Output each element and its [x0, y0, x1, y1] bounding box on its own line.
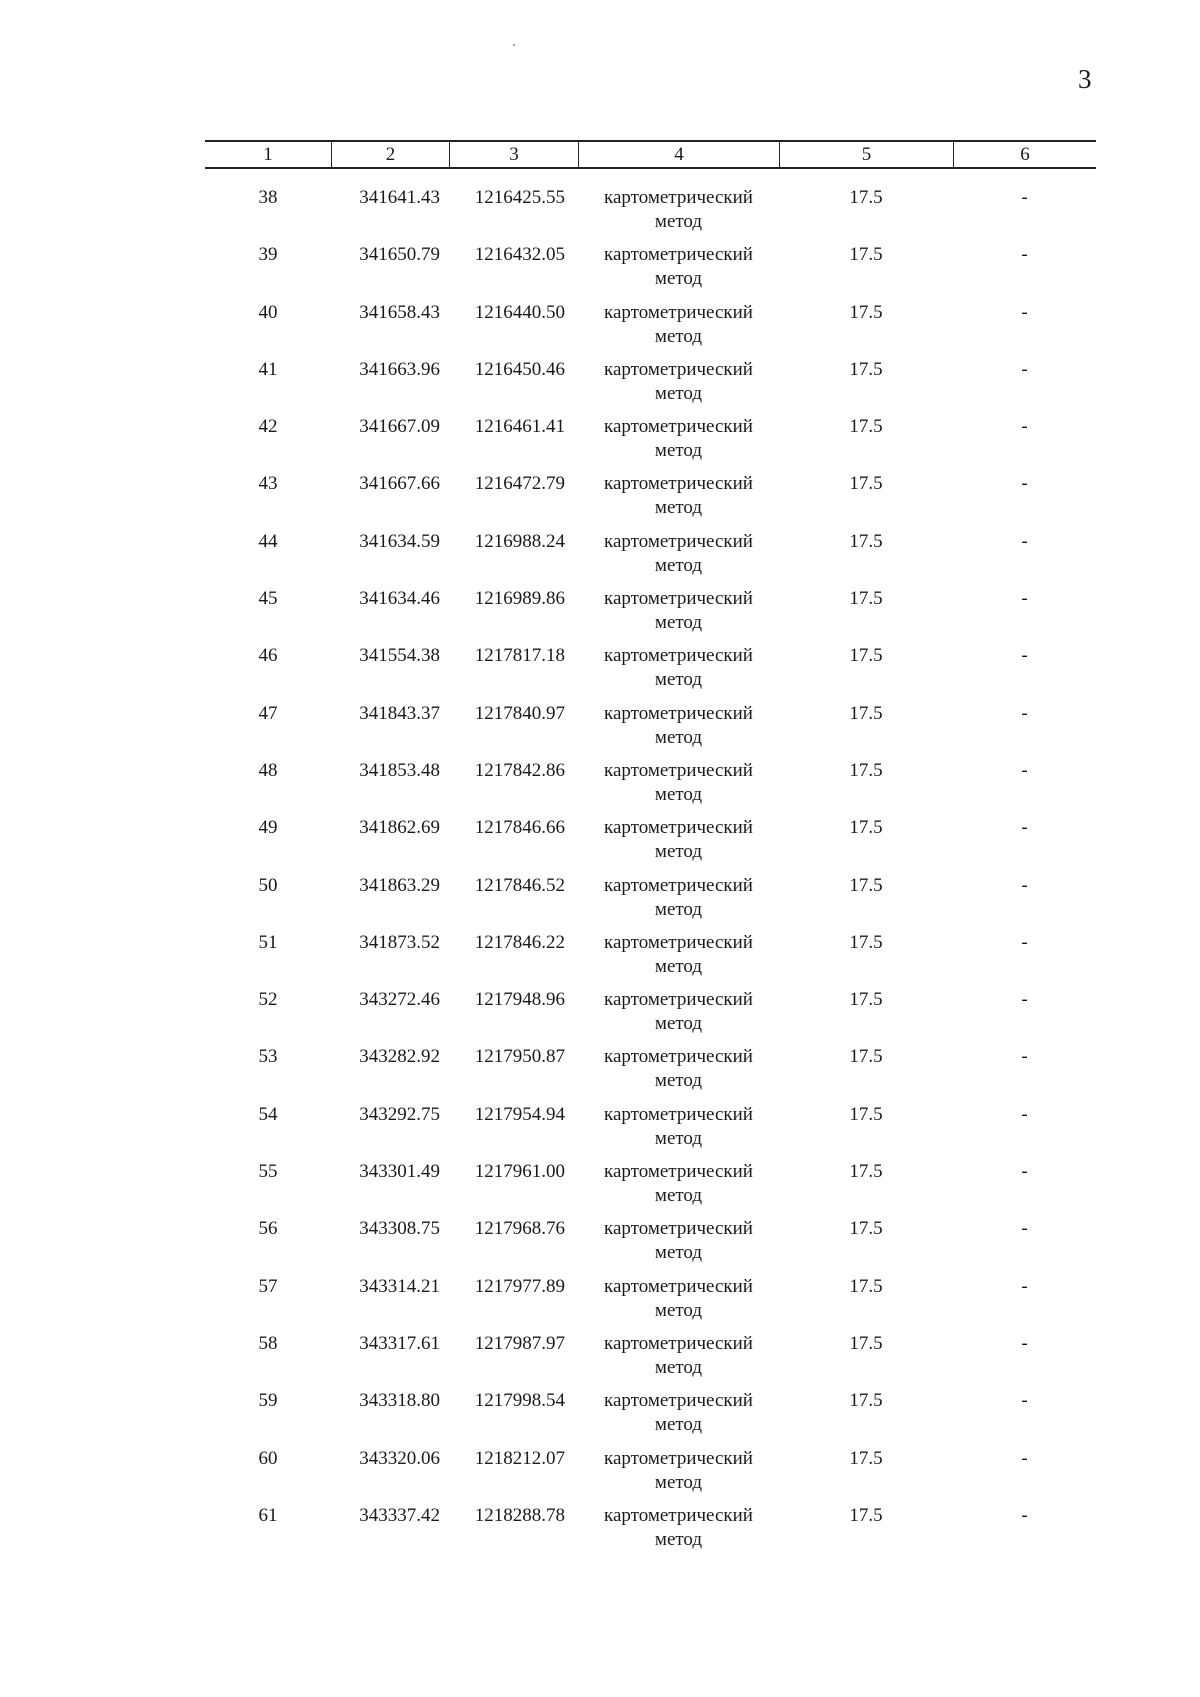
cell-x-coordinate: 343292.75 — [359, 1103, 440, 1125]
cell-y-coordinate: 1217948.96 — [474, 989, 565, 1011]
method-line-1: картометрический — [604, 702, 753, 724]
table-row — [205, 874, 1096, 931]
cell-point-number: 45 — [258, 588, 278, 610]
cell-note: - — [1021, 759, 1028, 781]
method-line-2: метод — [654, 898, 703, 920]
method-line-1: картометрический — [604, 1390, 753, 1412]
cell-note: - — [1021, 530, 1028, 552]
method-line-1: картометрический — [604, 1218, 753, 1240]
method-line-2: метод — [654, 612, 703, 634]
table-row — [205, 816, 1096, 873]
method-line-1: картометрический — [604, 874, 753, 896]
cell-accuracy: 17.5 — [849, 1218, 883, 1240]
cell-method — [578, 1275, 779, 1332]
method-line-2: метод — [654, 955, 703, 977]
cell-note: - — [1021, 187, 1028, 208]
coordinates-table — [205, 140, 1096, 1561]
method-line-1: картометрический — [604, 931, 753, 953]
cell-y-coordinate: 1217846.66 — [474, 817, 565, 839]
cell-accuracy: 17.5 — [849, 244, 883, 266]
cell-point-number: 43 — [258, 473, 278, 495]
table-row — [205, 1160, 1096, 1217]
cell-x-coordinate: 343301.49 — [359, 1161, 440, 1183]
cell-y-coordinate: 1217846.22 — [474, 931, 565, 953]
cell-accuracy: 17.5 — [849, 301, 883, 323]
cell-x-coordinate: 341667.66 — [359, 473, 440, 495]
cell-y-coordinate: 1217977.89 — [474, 1275, 565, 1297]
method-line-2: метод — [654, 783, 703, 805]
cell-x-coordinate: 341634.46 — [359, 588, 440, 610]
method-line-1: картометрический — [604, 1447, 753, 1469]
cell-note: - — [1021, 1218, 1028, 1240]
cell-note: - — [1021, 1332, 1028, 1354]
cell-x-coordinate: 343314.21 — [359, 1275, 440, 1297]
cell-accuracy: 17.5 — [849, 416, 883, 438]
cell-y-coordinate: 1218212.07 — [474, 1447, 565, 1469]
cell-accuracy: 17.5 — [849, 702, 883, 724]
table-row — [205, 1217, 1096, 1274]
cell-note: - — [1021, 931, 1028, 953]
cell-y-coordinate: 1217817.18 — [474, 645, 565, 667]
page-number: 3 — [1078, 64, 1092, 94]
cell-method — [578, 1332, 779, 1389]
cell-note: - — [1021, 645, 1028, 667]
cell-x-coordinate: 343282.92 — [359, 1046, 440, 1068]
method-line-1: картометрический — [604, 1504, 753, 1526]
method-line-1: картометрический — [604, 989, 753, 1011]
method-line-2: метод — [654, 268, 703, 290]
cell-y-coordinate: 1216989.86 — [474, 588, 565, 610]
table-row — [205, 644, 1096, 701]
cell-point-number: 38 — [258, 187, 278, 208]
table-row — [205, 759, 1096, 816]
cell-method — [578, 1389, 779, 1446]
header-col-3: 3 — [449, 142, 578, 167]
cell-x-coordinate: 341862.69 — [359, 817, 440, 839]
method-line-2: метод — [654, 497, 703, 519]
table-row — [205, 702, 1096, 759]
cell-x-coordinate: 341663.96 — [359, 358, 440, 380]
cell-point-number: 58 — [258, 1332, 278, 1354]
method-line-2: метод — [654, 1242, 703, 1264]
method-line-1: картометрический — [604, 187, 753, 208]
method-line-2: метод — [654, 382, 703, 404]
cell-note: - — [1021, 1447, 1028, 1469]
table-row — [205, 358, 1096, 415]
cell-accuracy: 17.5 — [849, 1103, 883, 1125]
method-line-1: картометрический — [604, 1103, 753, 1125]
cell-method — [578, 931, 779, 988]
table-row — [205, 472, 1096, 529]
method-line-2: метод — [654, 1528, 703, 1550]
method-line-1: картометрический — [604, 416, 753, 438]
cell-y-coordinate: 1217998.54 — [474, 1390, 565, 1412]
cell-method — [578, 702, 779, 759]
method-line-2: метод — [654, 1070, 703, 1092]
cell-method — [578, 186, 779, 243]
cell-note: - — [1021, 817, 1028, 839]
method-line-1: картометрический — [604, 530, 753, 552]
cell-x-coordinate: 341634.59 — [359, 530, 440, 552]
cell-note: - — [1021, 588, 1028, 610]
table-row — [205, 1504, 1096, 1561]
method-line-1: картометрический — [604, 1332, 753, 1354]
cell-method — [578, 988, 779, 1045]
cell-x-coordinate: 341650.79 — [359, 244, 440, 266]
header-col-1: 1 — [263, 144, 273, 165]
table-row — [205, 1389, 1096, 1446]
method-line-2: метод — [654, 1185, 703, 1207]
table-row — [205, 243, 1096, 300]
cell-point-number: 52 — [258, 989, 278, 1011]
cell-point-number: 50 — [258, 874, 278, 896]
method-line-2: метод — [654, 440, 703, 462]
table-row — [205, 988, 1096, 1045]
cell-accuracy: 17.5 — [849, 1447, 883, 1469]
cell-point-number: 51 — [258, 931, 278, 953]
cell-x-coordinate: 341863.29 — [359, 874, 440, 896]
method-line-2: метод — [654, 1356, 703, 1378]
cell-accuracy: 17.5 — [849, 645, 883, 667]
table-row — [205, 301, 1096, 358]
cell-x-coordinate: 341843.37 — [359, 702, 440, 724]
cell-note: - — [1021, 1103, 1028, 1125]
cell-method — [578, 759, 779, 816]
cell-y-coordinate: 1217846.52 — [474, 874, 565, 896]
table-row — [205, 1045, 1096, 1102]
cell-point-number: 47 — [258, 702, 278, 724]
cell-point-number: 61 — [258, 1504, 278, 1526]
scan-speck — [513, 44, 515, 46]
cell-accuracy: 17.5 — [849, 1332, 883, 1354]
cell-x-coordinate: 343318.80 — [359, 1390, 440, 1412]
method-line-2: метод — [654, 726, 703, 748]
cell-accuracy: 17.5 — [849, 931, 883, 953]
header-col-5: 5 — [779, 142, 953, 167]
cell-accuracy: 17.5 — [849, 1504, 883, 1526]
cell-y-coordinate: 1217840.97 — [474, 702, 565, 724]
cell-note: - — [1021, 244, 1028, 266]
method-line-1: картометрический — [604, 759, 753, 781]
cell-note: - — [1021, 1504, 1028, 1526]
cell-y-coordinate: 1217968.76 — [474, 1218, 565, 1240]
table-row — [205, 1275, 1096, 1332]
method-line-2: метод — [654, 1414, 703, 1436]
cell-x-coordinate: 341641.43 — [359, 187, 440, 208]
cell-accuracy: 17.5 — [849, 473, 883, 495]
method-line-2: метод — [654, 1127, 703, 1149]
table-row — [205, 1447, 1096, 1504]
cell-accuracy: 17.5 — [849, 358, 883, 380]
cell-x-coordinate: 341554.38 — [359, 645, 440, 667]
cell-note: - — [1021, 1046, 1028, 1068]
method-line-1: картометрический — [604, 1275, 753, 1297]
method-line-1: картометрический — [604, 301, 753, 323]
cell-x-coordinate: 343337.42 — [359, 1504, 440, 1526]
method-line-2: метод — [654, 669, 703, 691]
cell-accuracy: 17.5 — [849, 817, 883, 839]
cell-point-number: 60 — [258, 1447, 278, 1469]
cell-note: - — [1021, 358, 1028, 380]
cell-method — [578, 472, 779, 529]
cell-note: - — [1021, 416, 1028, 438]
cell-x-coordinate: 341667.09 — [359, 416, 440, 438]
cell-y-coordinate: 1216432.05 — [474, 244, 565, 266]
cell-method — [578, 1045, 779, 1102]
cell-point-number: 49 — [258, 817, 278, 839]
cell-note: - — [1021, 874, 1028, 896]
cell-method — [578, 1217, 779, 1274]
method-line-1: картометрический — [604, 473, 753, 495]
cell-note: - — [1021, 702, 1028, 724]
cell-method — [578, 1160, 779, 1217]
table-row — [205, 1103, 1096, 1160]
cell-y-coordinate: 1217961.00 — [474, 1161, 565, 1183]
cell-y-coordinate: 1216472.79 — [474, 473, 565, 495]
cell-method — [578, 530, 779, 587]
cell-note: - — [1021, 1275, 1028, 1297]
cell-accuracy: 17.5 — [849, 874, 883, 896]
method-line-2: метод — [654, 1299, 703, 1321]
cell-y-coordinate: 1216450.46 — [474, 358, 565, 380]
cell-note: - — [1021, 989, 1028, 1011]
cell-method — [578, 587, 779, 644]
table-row — [205, 587, 1096, 644]
cell-x-coordinate: 343317.61 — [359, 1332, 440, 1354]
cell-note: - — [1021, 1390, 1028, 1412]
table-row — [205, 415, 1096, 472]
method-line-2: метод — [654, 325, 703, 347]
cell-note: - — [1021, 473, 1028, 495]
cell-point-number: 44 — [258, 530, 278, 552]
header-col-2: 2 — [331, 142, 449, 167]
cell-point-number: 48 — [258, 759, 278, 781]
cell-y-coordinate: 1216461.41 — [474, 416, 565, 438]
method-line-1: картометрический — [604, 1161, 753, 1183]
cell-y-coordinate: 1218288.78 — [474, 1504, 565, 1526]
cell-note: - — [1021, 301, 1028, 323]
cell-accuracy: 17.5 — [849, 989, 883, 1011]
cell-x-coordinate: 341873.52 — [359, 931, 440, 953]
cell-method — [578, 644, 779, 701]
cell-point-number: 41 — [258, 358, 278, 380]
table-body — [205, 186, 1096, 1561]
cell-accuracy: 17.5 — [849, 759, 883, 781]
method-line-1: картометрический — [604, 645, 753, 667]
cell-x-coordinate: 341658.43 — [359, 301, 440, 323]
cell-accuracy: 17.5 — [849, 1161, 883, 1183]
method-line-1: картометрический — [604, 358, 753, 380]
cell-point-number: 46 — [258, 645, 278, 667]
cell-y-coordinate: 1217987.97 — [474, 1332, 565, 1354]
cell-point-number: 53 — [258, 1046, 278, 1068]
cell-method — [578, 301, 779, 358]
cell-point-number: 56 — [258, 1218, 278, 1240]
cell-accuracy: 17.5 — [849, 187, 883, 208]
method-line-2: метод — [654, 1471, 703, 1493]
cell-method — [578, 243, 779, 300]
method-line-2: метод — [654, 211, 703, 232]
cell-accuracy: 17.5 — [849, 1275, 883, 1297]
cell-x-coordinate: 341853.48 — [359, 759, 440, 781]
cell-method — [578, 1504, 779, 1561]
table-header-row — [205, 140, 1096, 169]
cell-y-coordinate: 1217842.86 — [474, 759, 565, 781]
method-line-2: метод — [654, 1013, 703, 1035]
cell-method — [578, 1447, 779, 1504]
cell-y-coordinate: 1216425.55 — [474, 187, 565, 208]
cell-method — [578, 1103, 779, 1160]
cell-x-coordinate: 343308.75 — [359, 1218, 440, 1240]
method-line-2: метод — [654, 841, 703, 863]
method-line-1: картометрический — [604, 588, 753, 610]
cell-method — [578, 874, 779, 931]
cell-x-coordinate: 343272.46 — [359, 989, 440, 1011]
cell-x-coordinate: 343320.06 — [359, 1447, 440, 1469]
cell-point-number: 55 — [258, 1161, 278, 1183]
cell-note: - — [1021, 1161, 1028, 1183]
cell-point-number: 59 — [258, 1390, 278, 1412]
header-col-6: 6 — [953, 142, 1096, 167]
method-line-1: картометрический — [604, 817, 753, 839]
table-row — [205, 530, 1096, 587]
header-col-4: 4 — [578, 142, 779, 167]
cell-y-coordinate: 1216988.24 — [474, 530, 565, 552]
cell-method — [578, 415, 779, 472]
cell-point-number: 40 — [258, 301, 278, 323]
cell-y-coordinate: 1216440.50 — [474, 301, 565, 323]
cell-method — [578, 358, 779, 415]
cell-point-number: 42 — [258, 416, 278, 438]
cell-y-coordinate: 1217954.94 — [474, 1103, 565, 1125]
method-line-1: картометрический — [604, 244, 753, 266]
method-line-2: метод — [654, 554, 703, 576]
cell-point-number: 57 — [258, 1275, 278, 1297]
cell-accuracy: 17.5 — [849, 530, 883, 552]
cell-accuracy: 17.5 — [849, 588, 883, 610]
table-row — [205, 1332, 1096, 1389]
table-row — [205, 931, 1096, 988]
cell-point-number: 39 — [258, 244, 278, 266]
method-line-1: картометрический — [604, 1046, 753, 1068]
table-row — [205, 186, 1096, 243]
cell-accuracy: 17.5 — [849, 1390, 883, 1412]
cell-method — [578, 816, 779, 873]
cell-accuracy: 17.5 — [849, 1046, 883, 1068]
cell-point-number: 54 — [258, 1103, 278, 1125]
cell-y-coordinate: 1217950.87 — [474, 1046, 565, 1068]
